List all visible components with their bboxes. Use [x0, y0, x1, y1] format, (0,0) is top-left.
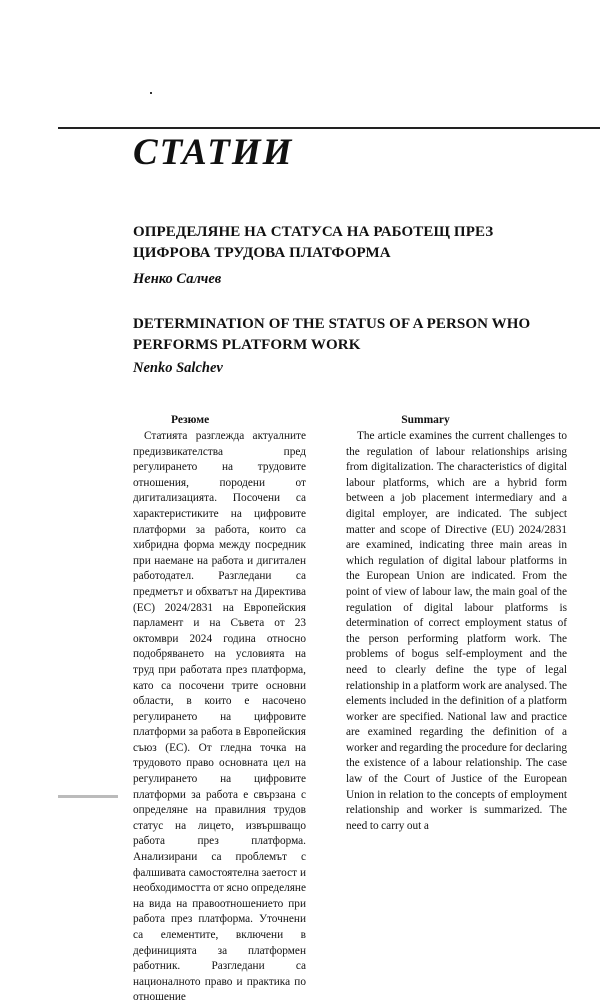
author-name-bg: Ненко Салчев	[133, 271, 222, 287]
section-divider	[58, 127, 600, 129]
abstract-text-bg: Статията разглежда актуалните предизвикателства пред регулирането на трудовите отношения, породени от дигитализацията. Посочени са характеристиките на цифровите платформи за работа, които са хибридна форма между посредник при наемане на работа и дигитален работодател. Разгледани са предметът и обхватът на Директива (ЕС) 2024/2831 на Европейския парламент и на Съвета от 23 октомври 2024 година относно подобряването на условията на труд при работата през платформа, като са посочени трите основни области, в които е насочено регулирането на цифровите платформи за работа в Европейския съюз (ЕС). От гледна точка на трудовото право основната цел на регулирането на цифровите платформи за работа е свързана с определяне на правилния трудов статус на лицето, извършващо работа през платформа. Анализирани са проблемът с фалшивата самостоятелна заетост и необходимостта от ясно определяне на вида на правоотношението при работа през платформа. Уточнени са елементите, включени в дефиницията за платформен работник. Разгледани са националното право и практика по отношение	[133, 430, 306, 1004]
author-name-en: Nenko Salchev	[133, 360, 223, 376]
section-title: СТАТИИ	[133, 132, 294, 173]
stray-mark	[150, 92, 152, 94]
abstract-heading-en: Summary	[401, 414, 450, 426]
abstract-en	[346, 411, 567, 834]
article-title-en: DETERMINATION OF THE STATUS OF A PERSON WHO PERFORMS PLATFORM WORK	[133, 316, 531, 353]
page-footer-mark	[58, 795, 118, 798]
abstract-text-en: The article examines the current challenges to the regulation of labour relationships arising from digitalization. The characteristics of digital labour platforms, which are a hybrid form between a job placement intermediary and a digital employer, are indicated. The subject matter and scope of Directive (EU) 2024/2831 are examined, indicating three main areas in which regulation of digital labour platforms in the European Union are indicated. From the point of view of labour law, the main goal of the regulation of digital labour platforms is determination of correct employment status of the person performing platform work. The problems of bogus self-employment and the need to clearly define the type of legal relationship in a platform work are analysed. The elements included in the definition of a platform worker are specified. National law and practice are examined regarding the definition of a worker and regarding the procedure for declaring the existence of a labour relationship. The case law of the Court of Justice of the European Union in relation to the concepts of employment relationship and worker is summarized. The need to carry out a	[346, 430, 567, 832]
abstract-bg	[133, 411, 306, 1006]
article-title-bg: ОПРЕДЕЛЯНЕ НА СТАТУСА НА РАБОТЕЩ ПРЕЗ ЦИФРОВА ТРУДОВА ПЛАТФОРМА	[133, 224, 494, 261]
abstract-heading-bg: Резюме	[171, 414, 210, 426]
